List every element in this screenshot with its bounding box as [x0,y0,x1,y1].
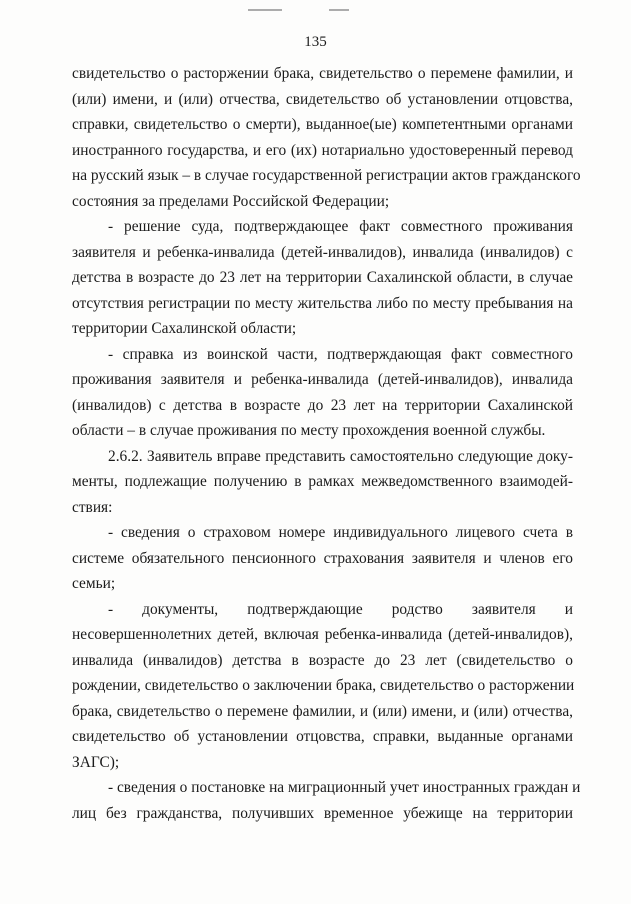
text-line: заявителя и ребенка-инвалида (детей-инвалидов), инвалида (инвалидов) с [72,243,573,261]
text-line: - сведения о страховом номере индивидуального лицевого счета в [108,524,573,541]
text-line: свидетельство о расторжении брака, свидетельство о перемене фамилии, и [72,65,573,82]
text-line: на русский язык – в случае государственной регистрации актов гражданского [72,167,581,184]
text-line: справки, свидетельство о смерти), выданное(ые) компетентными органами [72,116,573,133]
text-line: системе обязательного пенсионного страхования заявителя и членов его [72,549,573,567]
text-line: - справка из воинской части, подтверждающая факт совместного [108,345,573,363]
text-line: проживания заявителя и ребенка-инвалида (детей-инвалидов), инвалида [72,371,573,388]
text-line: ЗАГС); [72,753,120,771]
text-line: - решение суда, подтверждающее факт совместного проживания [108,218,573,235]
text-line: (или) имени, и (или) отчества, свидетельство об установлении отцовства, [72,90,573,108]
text-line: лиц без гражданства, получивших временное убежище на территории [72,804,573,822]
text-line: инвалида (инвалидов) детства в возрасте до 23 лет (свидетельство о [72,651,573,669]
text-line: области – в случае проживания по месту прохождения военной службы. [72,422,546,439]
text-line: свидетельство об установлении отцовства, справки, выданные органами [72,728,573,745]
text-line: отсутствия регистрации по месту жительства либо по месту пребывания на [72,294,573,312]
text-line: менты, подлежащие получению в рамках межведомственного взаимодей- [72,473,573,490]
text-line: состояния за пределами Российской Федерации; [72,192,390,210]
text-line: рождении, свидетельство о заключении брака, свидетельство о расторжении [72,677,575,694]
scan-artifact [248,9,282,11]
text-line: - документы, подтверждающие родство заявителя и [108,600,573,618]
document-body [72,61,581,826]
text-line: ствия: [72,498,113,516]
text-line: территории Сахалинской области; [72,320,297,337]
page-number: 135 [304,34,327,50]
text-line: - сведения о постановке на миграционный учет иностранных граждан и [108,779,581,796]
scan-artifact [329,9,349,11]
text-line: 2.6.2. Заявитель вправе представить самостоятельно следующие доку- [108,447,573,465]
text-line: (инвалидов) с детства в возрасте до 23 лет на территории Сахалинской [72,396,573,414]
text-line: иностранного государства, и его (их) нотариально удостоверенный перевод [72,141,573,159]
text-line: брака, свидетельство о перемене фамилии, и (или) имени, и (или) отчества, [72,702,573,720]
text-line: детства в возрасте до 23 лет на территории Сахалинской области, в случае [72,269,573,286]
text-line: семьи; [72,575,116,592]
text-line: несовершеннолетних детей, включая ребенка-инвалида (детей-инвалидов), [72,626,573,643]
